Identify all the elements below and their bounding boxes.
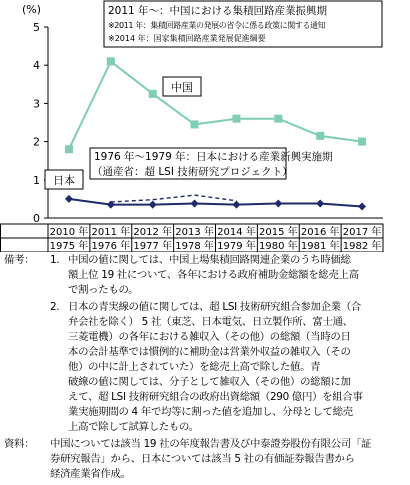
china-period-note: ※2014 年：国家集積回路産業発展促進綱要 — [108, 34, 266, 43]
china-period-note: ※2011 年：集積回路産業の発展の省令に係る政策に関する通知 — [108, 21, 326, 30]
note-1 — [4, 253, 406, 298]
china-period-title: 2011 年〜：中国における集積回路産業振興期 — [108, 5, 328, 17]
japan-data-point — [316, 199, 324, 207]
japan-data-point — [358, 203, 366, 211]
japan-data-point — [65, 195, 73, 203]
notes-section — [4, 253, 406, 482]
note-1-line: で割ったもの。 — [68, 284, 139, 296]
japan-series-label: 日本 — [53, 174, 75, 187]
note-2-line: 三菱電機）の各年における雑収入（その他）の総額（当時の日 — [68, 331, 351, 343]
source-line: 中国については該当 19 社の年度報告書及び中泰證券股份有限公司「証 — [50, 438, 372, 450]
y-tick-label: 4 — [33, 59, 40, 73]
note-2-text — [68, 300, 406, 435]
note-2-line: 業実施期間の 4 年で均等に割った値を追加し、分母として総売 — [68, 406, 353, 418]
y-tick-label: 1 — [33, 173, 40, 187]
y-tick-label: 0 — [33, 212, 40, 225]
x-tick-label-japan: 1977 年 — [133, 241, 173, 252]
note-1-text — [68, 253, 406, 298]
x-tick-label-china: 2015 年 — [258, 227, 298, 238]
source-line: 券研究報告」から、日本については該当 5 社の有価証券報告書から — [50, 453, 355, 465]
x-tick-label-china: 2012 年 — [133, 227, 173, 238]
note-2 — [4, 300, 406, 435]
china-data-point — [232, 115, 240, 123]
china-data-point — [149, 90, 157, 98]
y-tick-label: 5 — [33, 21, 40, 34]
note-2-line: 他）の中に計上されていた）を総売上高で除した値。青 — [68, 361, 321, 373]
x-tick-label-japan: 1975 年 — [49, 241, 89, 252]
china-data-point — [358, 138, 366, 146]
x-tick-label-china: 2011 年 — [91, 227, 131, 238]
china-data-point — [107, 57, 115, 65]
x-tick-label-japan: 1982 年 — [342, 241, 382, 252]
source-note — [4, 437, 406, 482]
japan-period-title: 1976 年〜1979 年：日本における産業新興実施期 — [94, 151, 333, 163]
chart-annotations — [90, 1, 382, 179]
note-1-line: 額上位 19 社について、各年における政府補助金総額を総売上高 — [68, 269, 359, 281]
y-tick-label: 2 — [33, 135, 40, 149]
x-tick-label-china: 2014 年 — [217, 227, 256, 238]
source-label: 資料： — [4, 438, 35, 450]
japan-data-point — [232, 201, 240, 209]
china-data-point — [316, 132, 324, 140]
note-2-line: 破線の値に関しては、分子として雑収入（その他）の総額に加 — [68, 376, 351, 388]
chart-markers — [45, 57, 366, 210]
note-2-line: 弁会社を除く） 5 社（東芝、日本電気、日立製作所、富士通、 — [68, 316, 353, 328]
note-1-line: 中国の値に関しては、中国上場集積回路関連企業のうち時価総 — [68, 254, 351, 266]
note-2-line: 上高で除して試算したもの。 — [68, 421, 199, 433]
china-data-point — [191, 120, 199, 128]
source-text — [50, 437, 406, 482]
x-tick-label-japan: 1981 年 — [300, 241, 340, 252]
note-2-line: 本の会計基準では慣例的に補助金は営業外収益の雑収入（その — [68, 346, 351, 358]
series-line-2 — [111, 195, 237, 202]
x-tick-label-japan: 1980 年 — [258, 241, 298, 252]
source-line: 経済産業省作成。 — [50, 468, 131, 480]
x-tick-label-china: 2016 年 — [300, 227, 340, 238]
china-series-label: 中国 — [171, 81, 193, 94]
y-tick-label: 3 — [33, 97, 40, 111]
y-axis-unit-label: (%) — [22, 3, 42, 16]
x-axis-year-table — [1, 224, 384, 252]
japan-data-point — [149, 201, 157, 209]
china-data-point — [65, 145, 73, 153]
note-2-number: 2. — [50, 301, 60, 313]
x-tick-label-japan: 1978 年 — [175, 241, 214, 252]
japan-data-point — [274, 199, 282, 207]
japan-data-point — [191, 199, 199, 207]
x-tick-label-china: 2010 年 — [49, 227, 89, 238]
notes-label: 備考： — [4, 254, 35, 266]
x-tick-label-japan: 1979 年 — [217, 241, 256, 252]
note-1-number: 1. — [50, 254, 60, 266]
x-tick-label-japan: 1976 年 — [91, 241, 131, 252]
note-2-line: 日本の青実線の値に関しては、超 LSI 技術研究組合参加企業（合 — [68, 301, 361, 313]
japan-period-subtitle: （通産省：超 LSI 技術研究プロジェクト） — [92, 166, 293, 178]
note-2-line: えて、超 LSI 技術研究組合の政府出資総額（290 億円）を組合事 — [68, 391, 363, 403]
x-tick-label-china: 2017 年 — [342, 227, 382, 238]
china-data-point — [274, 115, 282, 123]
x-tick-label-china: 2013 年 — [175, 227, 214, 238]
